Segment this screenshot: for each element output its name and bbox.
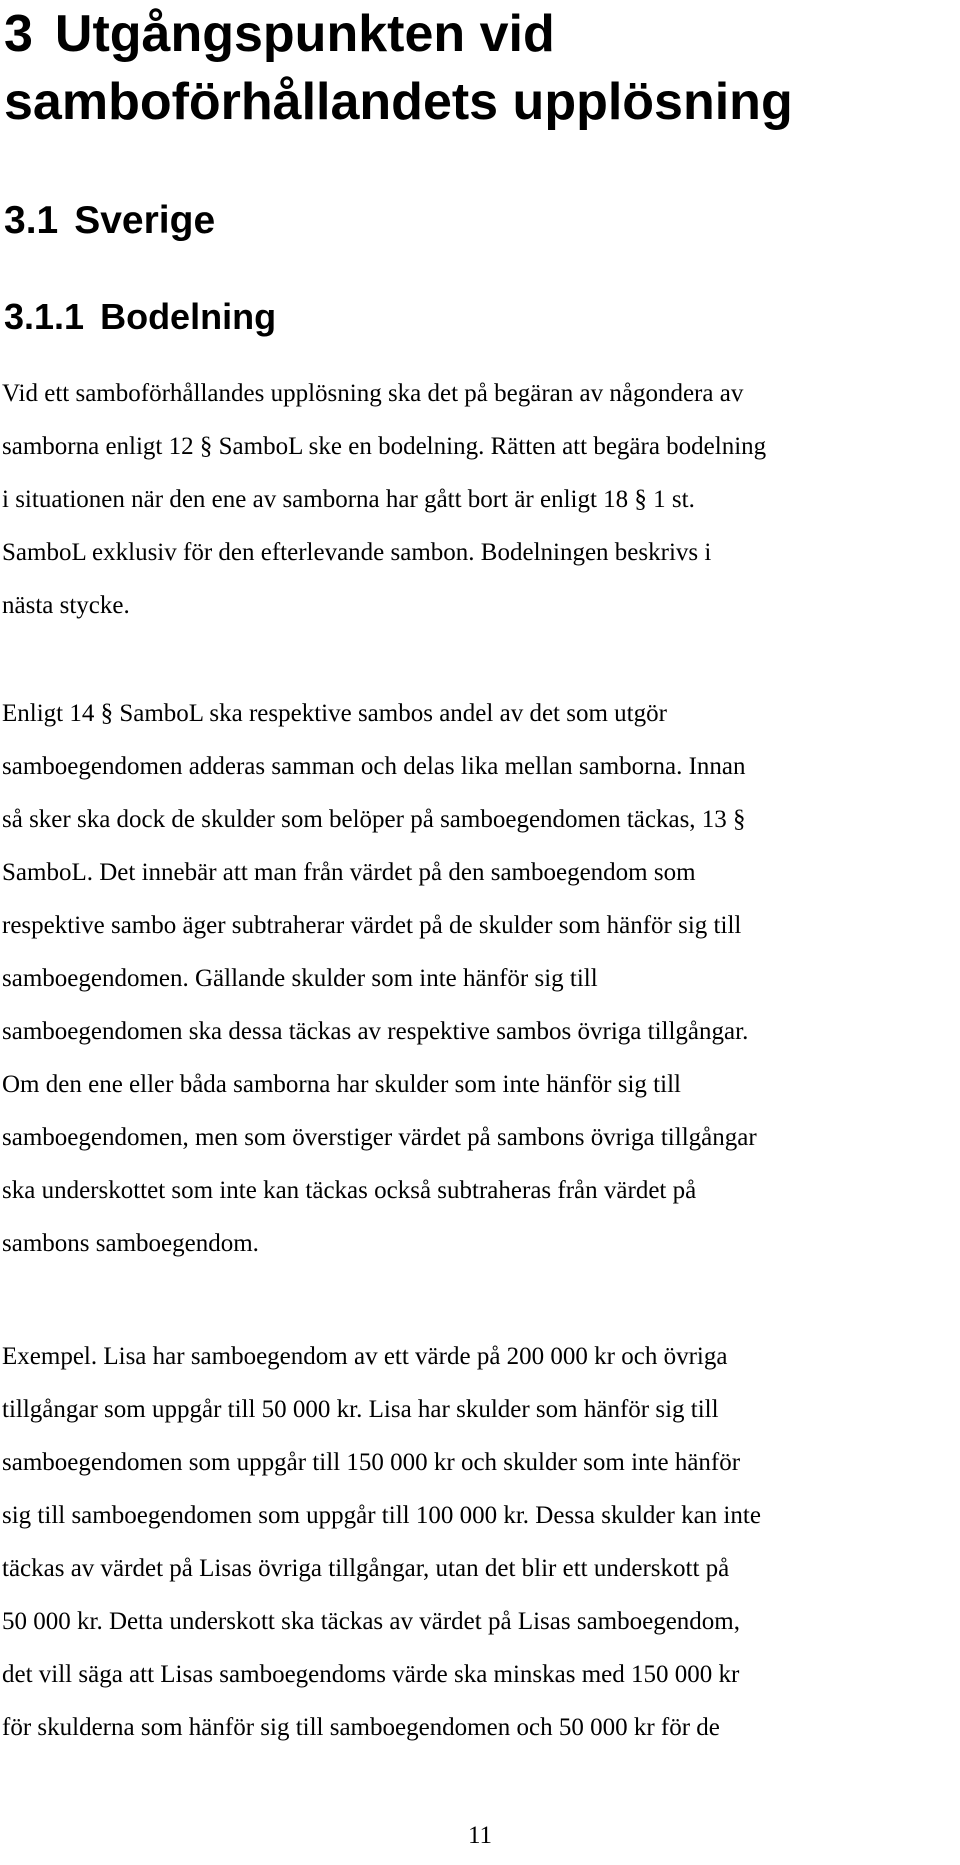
text-line: 50 000 kr. Detta underskott ska täckas av värdet på Lisas samboegendom,	[2, 1608, 741, 1635]
text-line: samboegendomen. Gällande skulder som inte hänför sig till	[2, 965, 598, 992]
paragraph-bodelning-intro	[2, 367, 952, 632]
paragraph-exempel	[2, 1330, 952, 1754]
text-line: SamboL. Det innebär att man från värdet på den samboegendom som	[2, 859, 696, 886]
text-line: sig till samboegendomen som uppgår till 100 000 kr. Dessa skulder kan inte	[2, 1502, 761, 1529]
section-number: 3.1	[4, 199, 59, 242]
text-line: samboegendomen som uppgår till 150 000 kr och skulder som inte hänför	[2, 1449, 741, 1476]
chapter-heading-line-1	[4, 0, 954, 68]
text-line: för skulderna som hänför sig till samboegendomen och 50 000 kr för de	[2, 1714, 720, 1741]
chapter-heading	[4, 0, 954, 136]
text-line: ska underskottet som inte kan täckas också subtraheras från värdet på	[2, 1177, 697, 1204]
section-heading	[4, 196, 215, 246]
text-line: sambons samboegendom.	[2, 1230, 259, 1257]
text-line: det vill säga att Lisas samboegendoms värde ska minskas med 150 000 kr	[2, 1661, 740, 1688]
text-line: så sker ska dock de skulder som belöper på samboegendomen täckas, 13 §	[2, 806, 746, 833]
text-line: Om den ene eller båda samborna har skulder som inte hänför sig till	[2, 1071, 681, 1098]
chapter-number: 3	[4, 5, 33, 63]
text-line: Vid ett samboförhållandes upplösning ska det på begäran av någondera av	[2, 380, 744, 407]
page-number: 11	[467, 1822, 493, 1849]
subsection-title: Bodelning	[100, 296, 277, 337]
text-line: nästa stycke.	[2, 592, 130, 619]
text-line: tillgångar som uppgår till 50 000 kr. Lisa har skulder som hänför sig till	[2, 1396, 719, 1423]
text-line: respektive sambo äger subtraherar värdet på de skulder som hänför sig till	[2, 912, 742, 939]
paragraph-andel-skulder	[2, 687, 952, 1270]
text-line: Enligt 14 § SamboL ska respektive sambos andel av det som utgör	[2, 700, 667, 727]
chapter-title-part-1: Utgångspunkten vid	[54, 5, 555, 63]
section-title: Sverige	[74, 199, 216, 242]
chapter-title-part-2: samboförhållandets upplösning	[4, 73, 793, 131]
text-line: samboegendomen, men som överstiger värdet på sambons övriga tillgångar	[2, 1124, 757, 1151]
subsection-number: 3.1.1	[4, 296, 85, 337]
text-line: täckas av värdet på Lisas övriga tillgångar, utan det blir ett underskott på	[2, 1555, 730, 1582]
text-line: Exempel. Lisa har samboegendom av ett värde på 200 000 kr och övriga	[2, 1343, 728, 1370]
subsection-heading	[4, 294, 276, 340]
text-line: samboegendomen adderas samman och delas lika mellan samborna. Innan	[2, 753, 746, 780]
text-line: samborna enligt 12 § SamboL ske en bodelning. Rätten att begära bodelning	[2, 433, 767, 460]
text-line: i situationen när den ene av samborna har gått bort är enligt 18 § 1 st.	[2, 486, 695, 513]
text-line: samboegendomen ska dessa täckas av respektive sambos övriga tillgångar.	[2, 1018, 749, 1045]
text-line: SamboL exklusiv för den efterlevande sambon. Bodelningen beskrivs i	[2, 539, 712, 566]
